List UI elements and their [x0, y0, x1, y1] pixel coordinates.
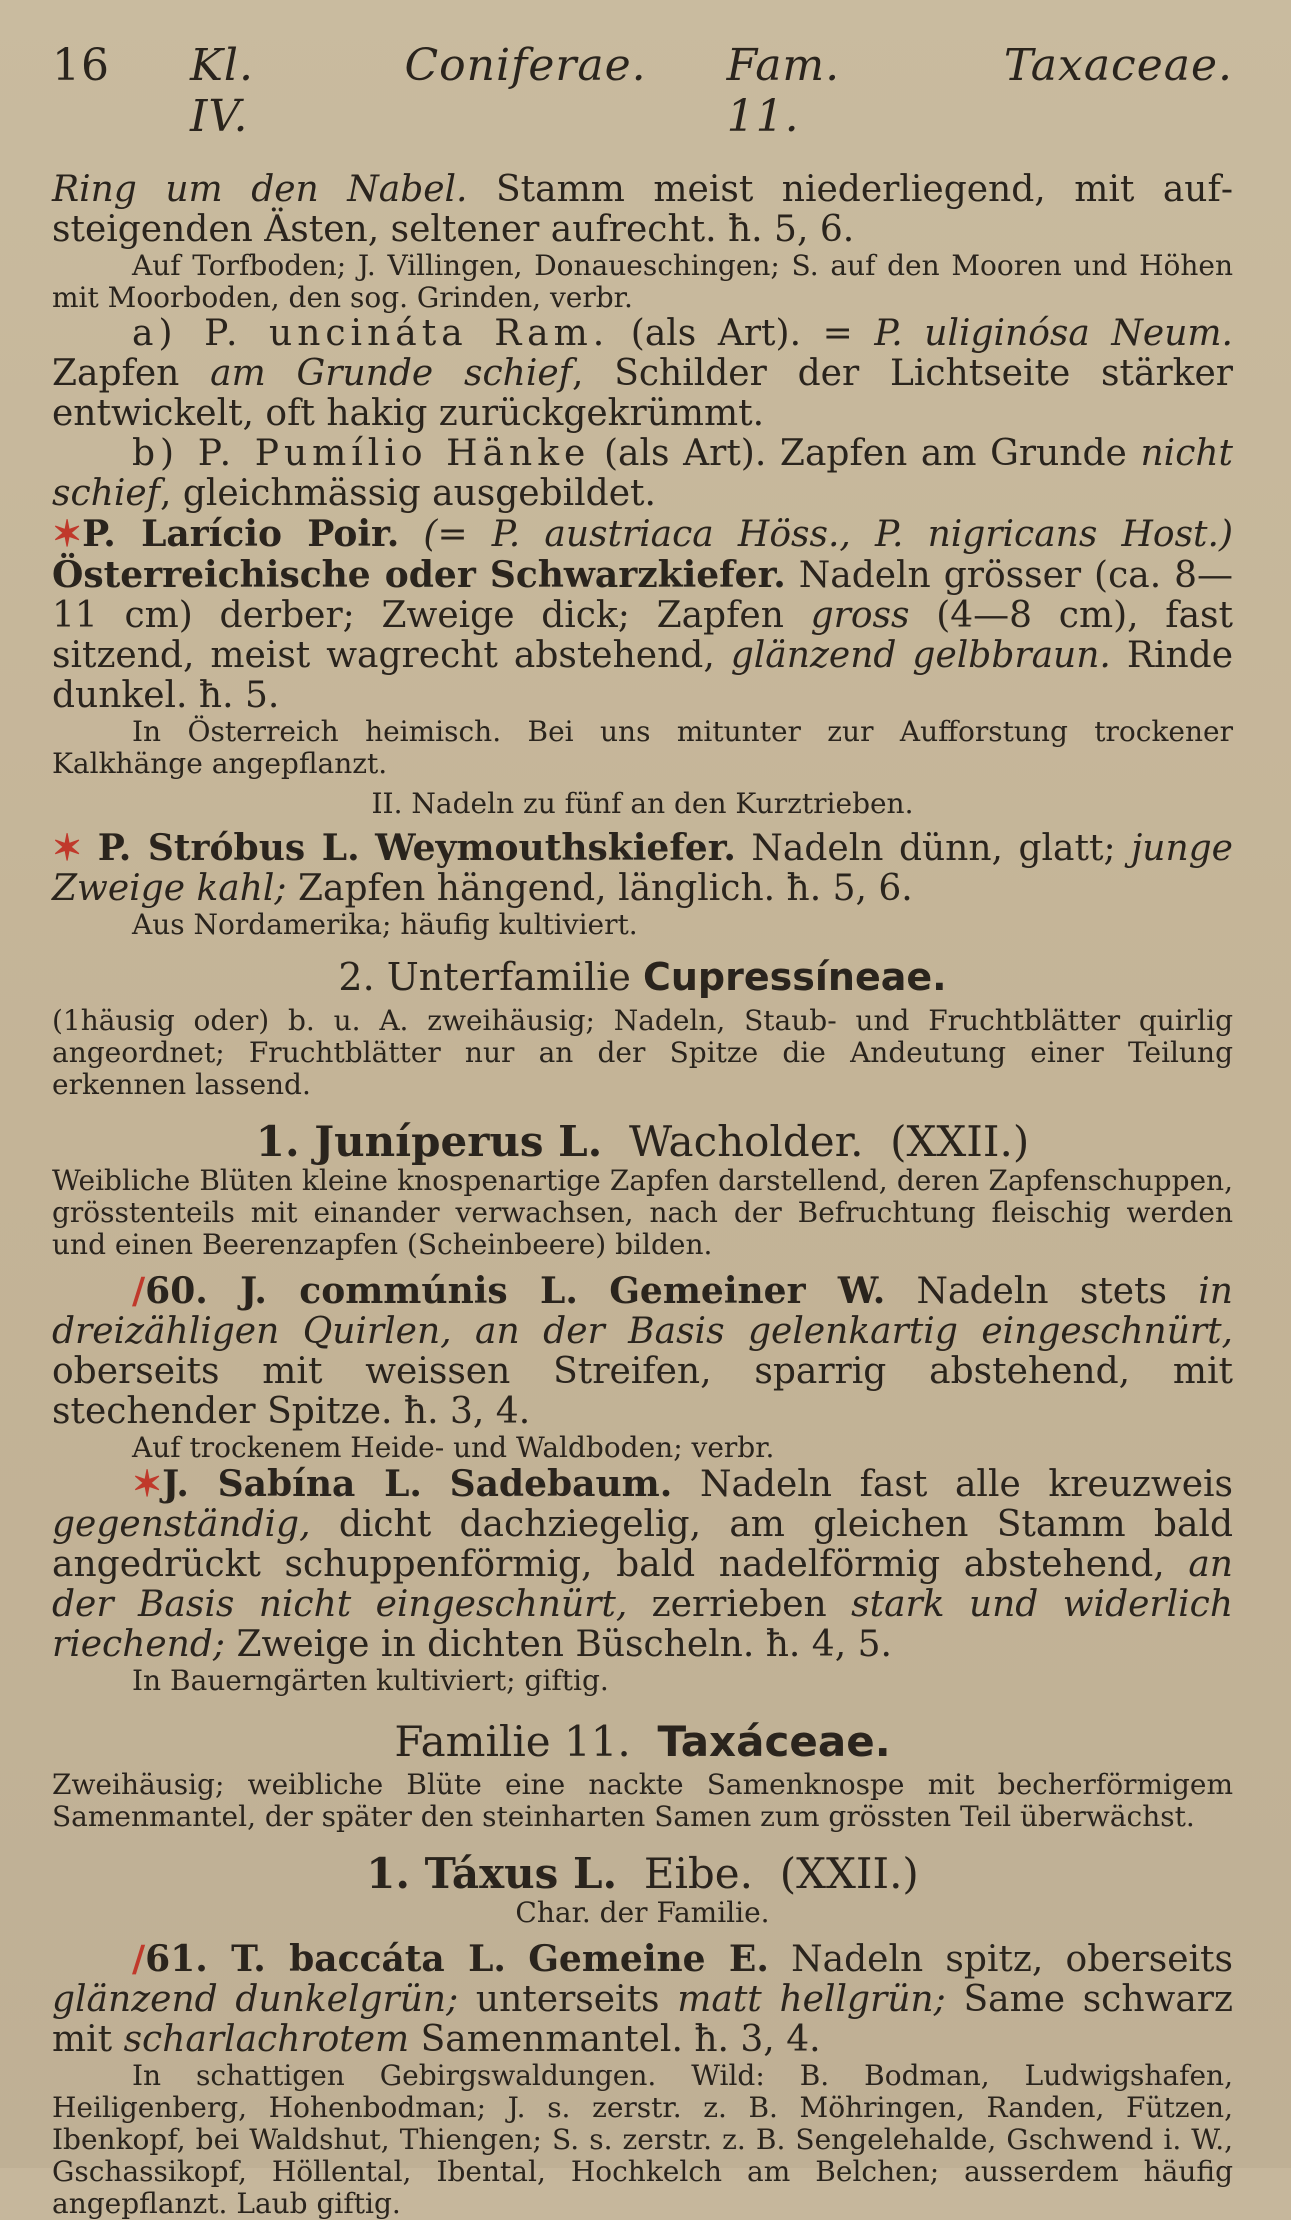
- tick-mark-icon: ∕: [132, 1938, 146, 1980]
- header-group: Coniferae.: [404, 40, 647, 91]
- pinus-habitat: Auf Torfboden; J. Villingen, Donaueschingen; S. auf den Mooren und Höhen mit Moorboden, den sog. Grinden, verbr.: [52, 249, 1233, 314]
- entry-pinus-laricio: ✶P. Larício Poir. (= P. austriaca Höss., P. nigricans Host.) Österreichische oder Schwarzkiefer. Nadeln grösser (ca. 8—11 cm) derber; Zweige dick; Zapfen gross (4—8 cm), fast sitzend, meist wagrecht abstehend, glänzend gelbbraun. Rinde dunkel. ħ. 5.: [52, 513, 1233, 716]
- variety-b: b) P. Pumílio Hänke (als Art). Zapfen am Grunde nicht schief, gleichmässig ausgebildet.: [52, 433, 1234, 514]
- family-heading: Familie 11. Taxáceae.: [394, 1717, 891, 1766]
- juniperus-description: Weibliche Blüten kleine knospenartige Zapfen darstellend, deren Zapfenschuppen, grösstenteils mit einander verwachsen, nach der Befruchtung fleischig werden und einen Beerenzapfen (Scheinbeere) bilden.: [52, 1164, 1233, 1261]
- entry-pinus-strobus: ✶ P. Stróbus L. Weymouthskiefer. Nadeln dünn, glatt; junge Zweige kahl; Zapfen hängend, länglich. ħ. 5, 6.: [52, 827, 1233, 909]
- cross-mark-icon: ✶: [52, 513, 83, 555]
- pinus-continuation: Ring um den Nabel. Stamm meist niederliegend, mit aufsteigenden Ästen, seltener aufrecht. ħ. 5, 6.: [52, 169, 1233, 250]
- taxus-char: Char. der Familie.: [515, 1896, 770, 1929]
- header-family: Fam. 11.: [726, 40, 841, 142]
- tick-mark-icon: ∕: [132, 1270, 146, 1312]
- subfamily-heading: 2. Unterfamilie Cupressíneae.: [338, 955, 947, 999]
- section-ii: II. Nadeln zu fünf an den Kurztrieben.: [371, 787, 914, 820]
- genus-taxus-heading: 1. Táxus L. Eibe. (XXII.): [366, 1849, 919, 1898]
- family-description: Zweihäusig; weibliche Blüte eine nackte Samenknospe mit becherförmigem Samenmantel, der später den steinharten Samen zum grössten Teil überwächst.: [52, 1768, 1233, 1833]
- communis-habitat: Auf trockenem Heide- und Waldboden; verbr.: [132, 1431, 775, 1464]
- genus-juniperus-heading: 1. Juníperus L. Wacholder. (XXII.): [255, 1117, 1030, 1166]
- cross-mark-icon: ✶: [52, 827, 83, 869]
- page-number: 16: [52, 40, 110, 91]
- subfamily-description: (1häusig oder) b. u. A. zweihäusig; Nadeln, Staub- und Fruchtblätter quirlig angeordnet; Fruchtblätter nur an der Spitze die Andeutung einer Teilung erkennen lassend.: [52, 1004, 1233, 1101]
- header-class: Kl. IV.: [190, 40, 254, 142]
- entry-juniperus-sabina: ✶J. Sabína L. Sadebaum. Nadeln fast alle kreuzweis gegenständig, dicht dachziegelig, am gleichen Stamm bald angedrückt schuppenförmig, bald nadelförmig abstehend, an der Basis nicht eingeschnürt, zerrieben stark und widerlich riechend; Zweige in dichten Büscheln. ħ. 4, 5.: [52, 1463, 1234, 1665]
- running-header: [52, 40, 1233, 142]
- entry-taxus-baccata: ∕61. T. baccáta L. Gemeine E. Nadeln spitz, oberseits glänzend dunkelgrün; unterseits matt hellgrün; Same schwarz mit scharlachrotem Samenmantel. ħ. 3, 4.: [52, 1938, 1233, 2060]
- header-family-name: Taxaceae.: [1003, 40, 1233, 91]
- laricio-habitat: In Österreich heimisch. Bei uns mitunter zur Aufforstung trockener Kalkhänge angepflanzt.: [52, 715, 1233, 780]
- strobus-habitat: Aus Nordamerika; häufig kultiviert.: [132, 908, 638, 941]
- cross-mark-icon: ✶: [132, 1463, 163, 1505]
- variety-a: a) P. uncináta Ram. (als Art). = P. uliginósa Neum. Zapfen am Grunde schief, Schilder der Lichtseite stärker entwickelt, oft hakig zurückgekrümmt.: [52, 313, 1233, 434]
- entry-juniperus-communis: ∕60. J. commúnis L. Gemeiner W. Nadeln stets in dreizähligen Quirlen, an der Basis gelenkartig eingeschnürt, oberseits mit weissen Streifen, sparrig abstehend, mit stechender Spitze. ħ. 3, 4.: [52, 1270, 1233, 1432]
- baccata-habitat: In schattigen Gebirgswaldungen. Wild: B. Bodman, Ludwigshafen, Heiligenberg, Hohenbodman; J. s. zerstr. z. B. Möhringen, Randen, Fützen, Ibenkopf, bei Waldshut, Thiengen; S. s. zerstr. z. B. Sengelehalde, Gschwend i. W., Gschassikopf, Höllental, Ibental, Hochkelch am Belchen; ausserdem häufig angepflanzt. Laub giftig.: [52, 2059, 1233, 2220]
- sabina-habitat: In Bauerngärten kultiviert; giftig.: [132, 1664, 609, 1697]
